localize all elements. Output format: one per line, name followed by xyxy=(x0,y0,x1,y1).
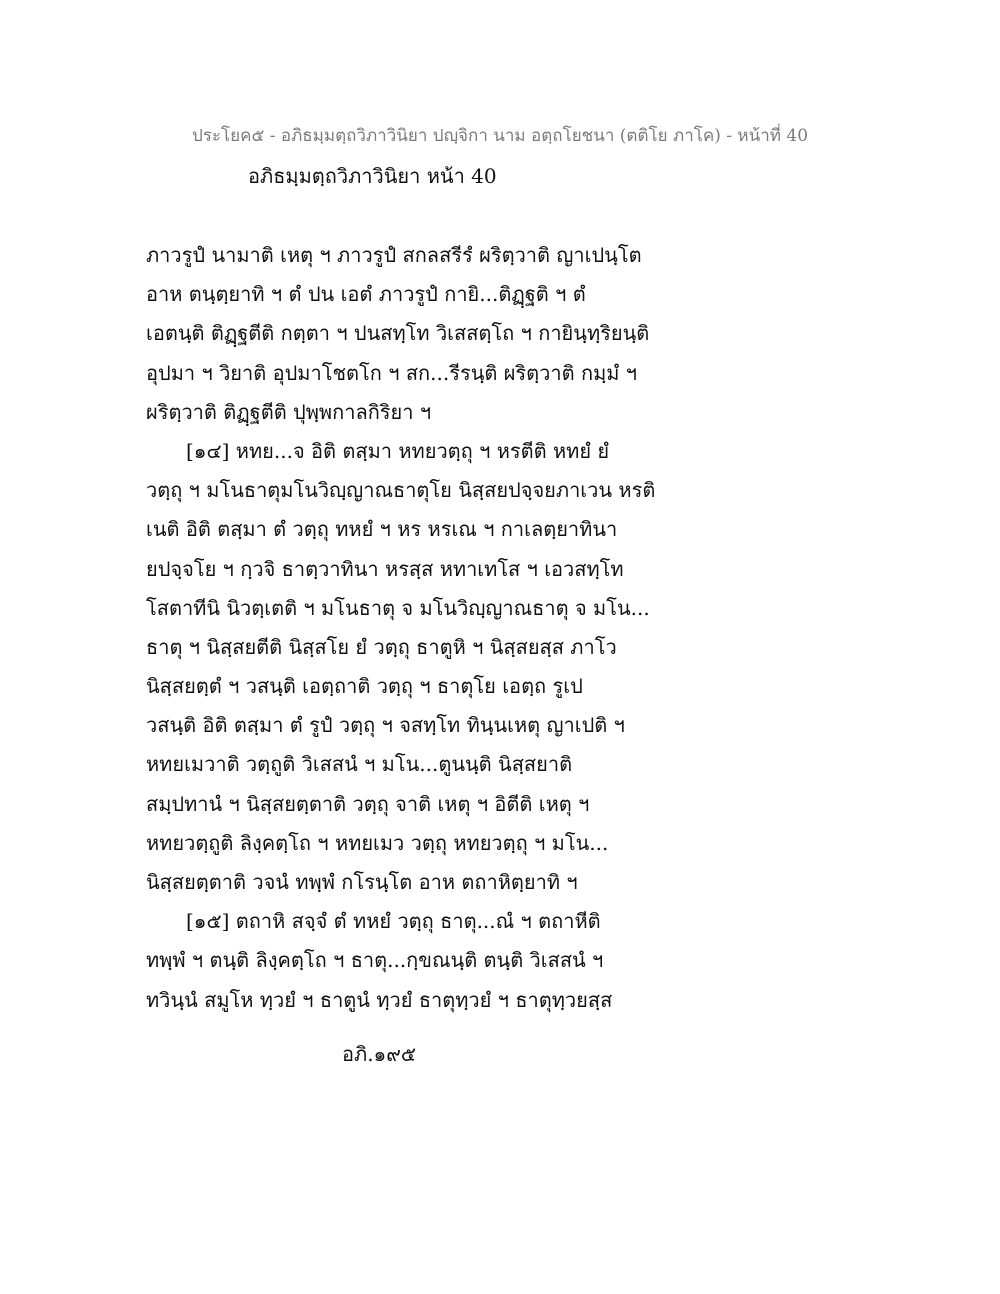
body-text xyxy=(146,236,706,1020)
footer-reference: อภิ.๑๙๕ xyxy=(342,1042,417,1066)
text-line: นิสฺสยตฺตาติ วจนํ ทพฺพํ กโรนฺโต อาห ตถาหิตฺยาทิ ฯ xyxy=(146,870,578,894)
text-line: วสนฺติ อิติ ตสฺมา ตํ รูปํ วตฺถุ ฯ จสทฺโท ทินฺนเหตุ ญาเปติ ฯ xyxy=(146,713,625,738)
text-line: หทยเมวาติ วตฺถูติ วิเสสนํ ฯ มโน...ตูนนฺติ นิสฺสยาติ xyxy=(146,752,573,777)
text-line: โสตาทีนิ นิวตฺเตติ ฯ มโนธาตุ จ มโนวิญฺญาณธาตุ จ มโน... xyxy=(146,595,650,620)
text-line: ทวินฺนํ สมูโห ทฺวยํ ฯ ธาตูนํ ทฺวยํ ธาตุทฺวยํ ฯ ธาตุทฺวยสฺส xyxy=(146,987,613,1012)
text-line: อุปมา ฯ วิยาติ อุปมาโชตโก ฯ สก...รีรนฺติ ผริตฺวาติ กมฺมํ ฯ xyxy=(146,360,638,385)
text-line: เนติ อิติ ตสฺมา ตํ วตฺถุ ทหยํ ฯ หร หรเณ ฯ กาเลตฺยาทินา xyxy=(146,517,618,542)
text-line: นิสฺสยตฺตํ ฯ วสนฺติ เอตฺถาติ วตฺถุ ฯ ธาตุโย เอตฺถ รูเป xyxy=(146,674,583,699)
text-line: เอตนฺติ ติฏฺฐตีติ กตฺตา ฯ ปนสทฺโท วิเสสตฺโถ ฯ กายินฺทฺริยนฺติ xyxy=(146,321,650,346)
running-header xyxy=(0,122,1000,149)
text-line: [๑๔] หทย...จ อิติ ตสฺมา หทยวตฺถุ ฯ หรตีติ หทยํ ยํ xyxy=(186,438,610,463)
running-header-text: ประโยค๕ - อภิธมฺมตฺถวิภาวินิยา ปญฺจิกา นาม อตฺถโยชนา (ตติโย ภาโค) - หน้าที่ 40 xyxy=(191,126,809,146)
text-line: อาห ตนฺตฺยาทิ ฯ ตํ ปน เอตํ ภาวรูปํ กายิ...ติฏฺฐติ ฯ ตํ xyxy=(146,282,586,307)
text-line: ยปจฺจโย ฯ กฺวจิ ธาตฺวาทินา หรสฺส หทาเทโส ฯ เอวสทฺโท xyxy=(146,556,624,581)
text-line: [๑๕] ตถาหิ สจฺจํ ตํ ทหยํ วตฺถุ ธาตุ...ณํ ฯ ตถาหีติ xyxy=(186,909,601,934)
text-line: สมฺปทานํ ฯ นิสฺสยตฺตาติ วตฺถุ จาติ เหตุ ฯ อิตีติ เหตุ ฯ xyxy=(146,791,590,816)
text-line: ภาวรูปํ นามาติ เหตุ ฯ ภาวรูปํ สกลสรีรํ ผริตฺวาติ ญาเปนฺโต xyxy=(146,243,642,267)
text-line: ผริตฺวาติ ติฏฺฐตีติ ปุพฺพกาลกิริยา ฯ xyxy=(146,399,432,424)
text-line: หทยวตฺถูติ ลิงฺคตฺโถ ฯ หทยเมว วตฺถุ หทยวตฺถุ ฯ มโน... xyxy=(146,830,609,855)
text-line: ทพฺพํ ฯ ตนฺติ ลิงฺคตฺโถ ฯ ธาตุ...กฺขณนฺติ ตนฺติ วิเสสนํ ฯ xyxy=(146,948,604,973)
text-line: ธาตุ ฯ นิสฺสยตีติ นิสฺสโย ยํ วตฺถุ ธาตูหิ ฯ นิสฺสยสฺส ภาโว xyxy=(146,634,617,659)
page-title: อภิธมฺมตฺถวิภาวินิยา หน้า 40 xyxy=(248,164,497,188)
text-line: วตฺถุ ฯ มโนธาตุมโนวิญฺญาณธาตุโย นิสฺสยปจฺจยภาเวน หรติ xyxy=(146,478,656,503)
